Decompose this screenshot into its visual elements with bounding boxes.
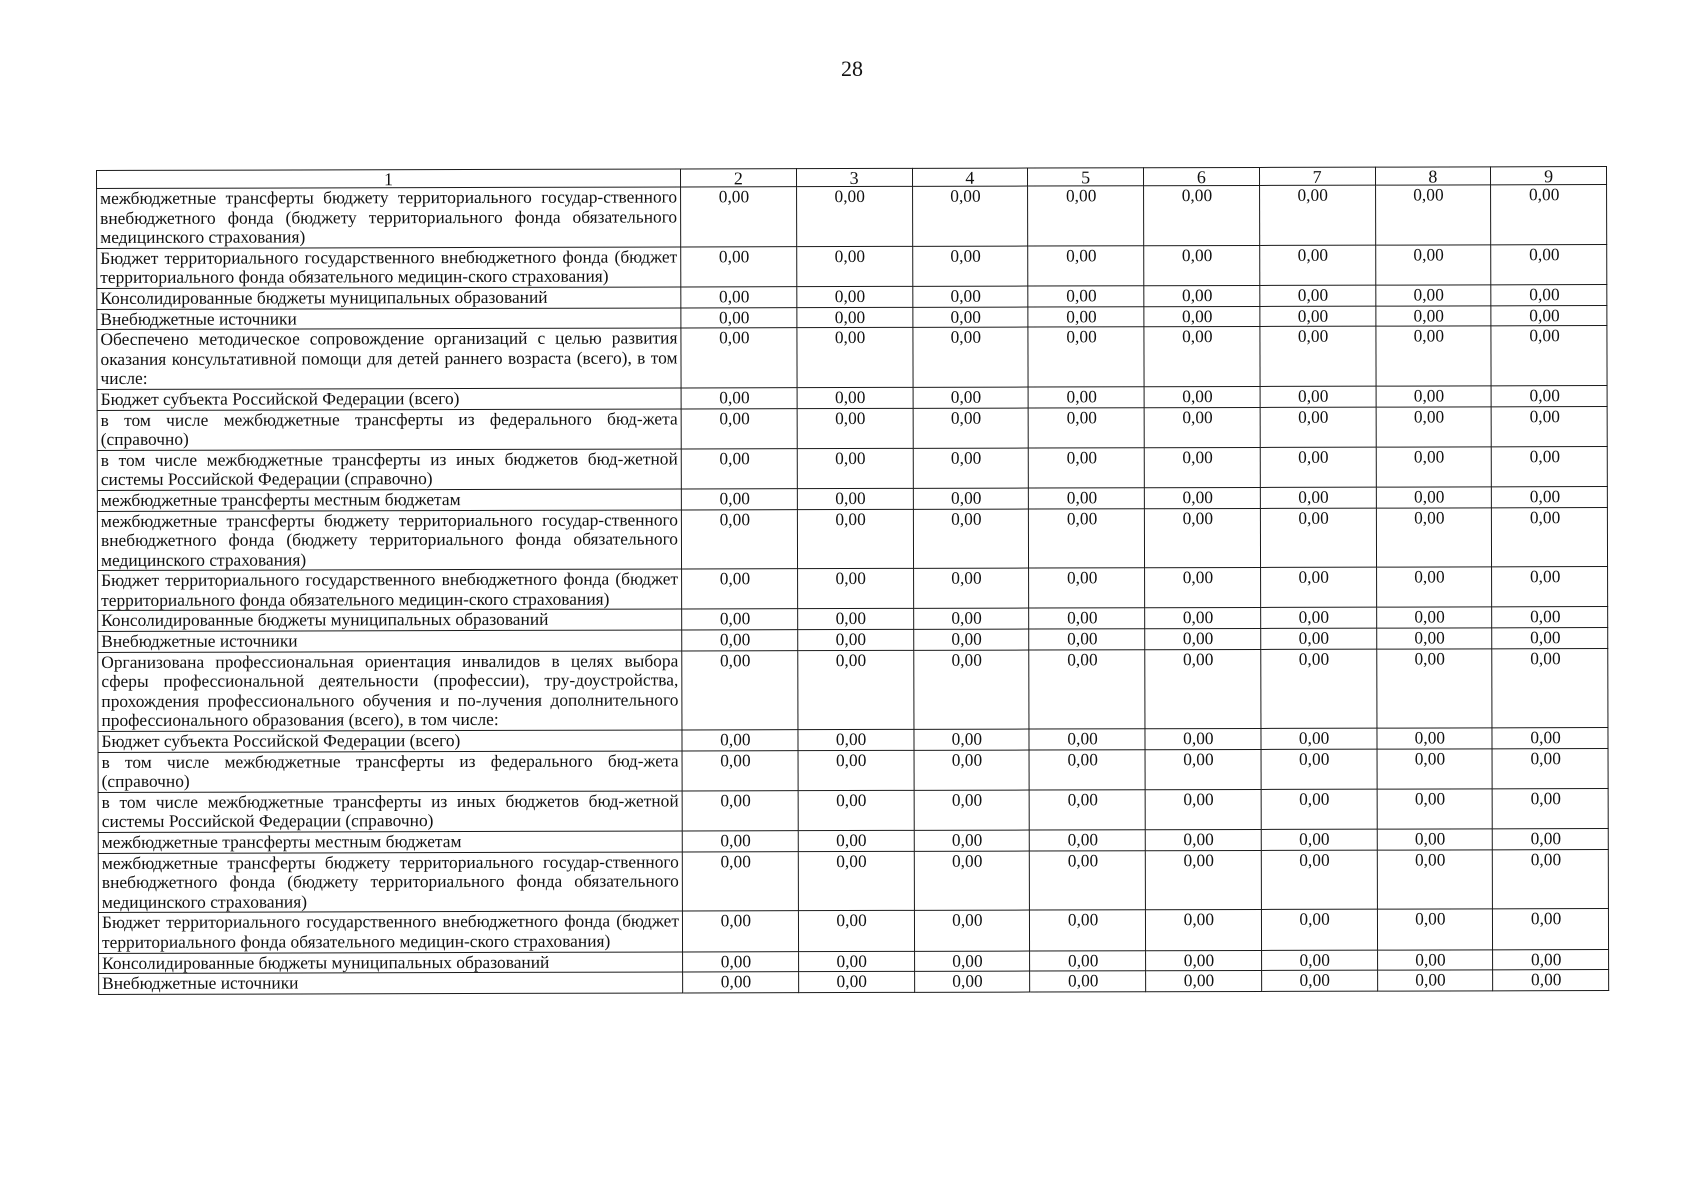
value-cell: 0,00 (1028, 186, 1144, 246)
value-cell: 0,00 (1146, 950, 1262, 971)
row-label: межбюджетные трансферты местным бюджетам (97, 489, 681, 511)
value-cell: 0,00 (797, 286, 913, 307)
value-cell: 0,00 (1492, 567, 1608, 607)
value-cell: 0,00 (1260, 285, 1376, 306)
row-label: Внебюджетные источники (99, 972, 683, 994)
value-cell: 0,00 (913, 488, 1029, 509)
value-cell: 0,00 (1492, 607, 1608, 628)
value-cell: 0,00 (1492, 788, 1608, 828)
value-cell: 0,00 (913, 448, 1029, 488)
value-cell: 0,00 (1492, 507, 1608, 567)
column-header: 7 (1259, 167, 1375, 185)
value-cell: 0,00 (1029, 508, 1145, 568)
value-cell: 0,00 (798, 972, 914, 993)
row-label: в том числе межбюджетные трансферты из федерального бюд-жета (справочно) (98, 751, 682, 793)
value-cell: 0,00 (1376, 728, 1492, 749)
column-header: 5 (1028, 168, 1144, 186)
value-cell: 0,00 (1493, 949, 1609, 970)
value-cell: 0,00 (797, 509, 913, 569)
value-cell: 0,00 (1030, 971, 1146, 992)
value-cell: 0,00 (1261, 829, 1377, 850)
value-cell: 0,00 (797, 448, 913, 488)
value-cell: 0,00 (914, 830, 1030, 851)
value-cell: 0,00 (913, 650, 1029, 730)
table-row (97, 446, 1607, 490)
value-cell: 0,00 (1259, 185, 1375, 245)
value-cell: 0,00 (1260, 608, 1376, 629)
value-cell: 0,00 (913, 629, 1029, 650)
value-cell: 0,00 (1376, 487, 1492, 508)
value-cell: 0,00 (1145, 749, 1261, 789)
value-cell: 0,00 (1260, 447, 1376, 487)
value-cell: 0,00 (1029, 568, 1145, 608)
row-label: Обеспечено методическое сопровождение организаций с целью развития оказания консультативной помощи для детей раннего возраста (всего), в том числе: (97, 328, 681, 389)
value-cell: 0,00 (1376, 567, 1492, 607)
value-cell: 0,00 (1375, 326, 1491, 386)
value-cell: 0,00 (1376, 447, 1492, 487)
row-label: Консолидированные бюджеты муниципальных образований (98, 609, 682, 631)
value-cell: 0,00 (914, 910, 1030, 950)
row-label: Бюджет территориального государственного внебюджетного фонда (бюджет территориального фонда обязательного медицин-ского страхования) (98, 569, 682, 611)
value-cell: 0,00 (681, 448, 797, 488)
row-label: в том числе межбюджетные трансферты из иных бюджетов бюд-жетной системы Российской Федерации (справочно) (98, 791, 682, 833)
value-cell: 0,00 (1145, 829, 1261, 850)
value-cell: 0,00 (1491, 185, 1607, 245)
column-header: 4 (912, 168, 1028, 186)
value-cell: 0,00 (913, 509, 1029, 569)
table-row (98, 567, 1608, 611)
page-number: 28 (841, 56, 863, 81)
value-cell: 0,00 (1261, 910, 1377, 950)
value-cell: 0,00 (1028, 407, 1144, 447)
value-cell: 0,00 (797, 328, 913, 388)
value-cell: 0,00 (681, 408, 797, 448)
value-cell: 0,00 (1144, 487, 1260, 508)
value-cell: 0,00 (1029, 749, 1145, 789)
row-label: Консолидированные бюджеты муниципальных образований (97, 287, 681, 309)
value-cell: 0,00 (683, 951, 799, 972)
value-cell: 0,00 (1261, 749, 1377, 789)
value-cell: 0,00 (682, 730, 798, 751)
value-cell: 0,00 (1491, 305, 1607, 326)
row-label: межбюджетные трансферты бюджету территориального государ-ственного внебюджетного фонда (бюджету территориального фонда обязательного медицинского страхования) (97, 187, 681, 248)
budget-table (96, 166, 1609, 995)
value-cell: 0,00 (681, 388, 797, 409)
value-cell: 0,00 (1376, 628, 1492, 649)
value-cell: 0,00 (1146, 971, 1262, 992)
value-cell: 0,00 (797, 387, 913, 408)
value-cell: 0,00 (1028, 387, 1144, 408)
value-cell: 0,00 (798, 830, 914, 851)
value-cell: 0,00 (1144, 306, 1260, 327)
value-cell: 0,00 (682, 831, 798, 852)
value-cell: 0,00 (1261, 728, 1377, 749)
value-cell: 0,00 (1144, 447, 1260, 487)
row-label: в том числе межбюджетные трансферты из федерального бюд-жета (справочно) (97, 409, 681, 451)
value-cell: 0,00 (1144, 285, 1260, 306)
value-cell: 0,00 (681, 328, 797, 388)
table-row (97, 185, 1607, 249)
value-cell: 0,00 (1029, 830, 1145, 851)
value-cell: 0,00 (1377, 849, 1493, 909)
table-row (99, 970, 1609, 995)
column-header: 3 (796, 168, 912, 186)
value-cell: 0,00 (797, 488, 913, 509)
value-cell: 0,00 (1029, 790, 1145, 830)
value-cell: 0,00 (914, 951, 1030, 972)
value-cell: 0,00 (796, 186, 912, 246)
value-cell: 0,00 (1028, 447, 1144, 487)
value-cell: 0,00 (1375, 245, 1491, 285)
value-cell: 0,00 (912, 246, 1028, 286)
value-cell: 0,00 (1260, 508, 1376, 568)
row-label: Бюджет субъекта Российской Федерации (всего) (97, 388, 681, 410)
table-row (98, 909, 1608, 953)
value-cell: 0,00 (1145, 629, 1261, 650)
value-cell: 0,00 (1144, 185, 1260, 245)
value-cell: 0,00 (1261, 950, 1377, 971)
value-cell: 0,00 (1377, 970, 1493, 991)
table-row (98, 648, 1608, 731)
value-cell: 0,00 (1260, 326, 1376, 386)
value-cell: 0,00 (798, 650, 914, 730)
value-cell: 0,00 (914, 790, 1030, 830)
value-cell: 0,00 (682, 790, 798, 830)
column-header: 1 (97, 169, 681, 189)
value-cell: 0,00 (798, 790, 914, 830)
value-cell: 0,00 (682, 750, 798, 790)
table-row (97, 326, 1607, 390)
value-cell: 0,00 (1491, 244, 1607, 284)
value-cell: 0,00 (1029, 629, 1145, 650)
value-cell: 0,00 (912, 307, 1028, 328)
budget-table-container (96, 166, 1608, 995)
value-cell: 0,00 (1145, 608, 1261, 629)
value-cell: 0,00 (682, 609, 798, 630)
value-cell: 0,00 (914, 851, 1030, 911)
value-cell: 0,00 (798, 851, 914, 911)
value-cell: 0,00 (682, 569, 798, 609)
value-cell: 0,00 (1028, 327, 1144, 387)
column-header: 8 (1375, 167, 1491, 185)
value-cell: 0,00 (681, 307, 797, 328)
value-cell: 0,00 (913, 609, 1029, 630)
value-cell: 0,00 (1145, 649, 1261, 729)
value-cell: 0,00 (913, 729, 1029, 750)
row-label: Бюджет субъекта Российской Федерации (всего) (98, 730, 682, 752)
value-cell: 0,00 (1029, 608, 1145, 629)
value-cell: 0,00 (798, 951, 914, 972)
value-cell: 0,00 (1029, 649, 1145, 729)
row-label: Консолидированные бюджеты муниципальных образований (99, 952, 683, 974)
table-row (98, 788, 1608, 832)
value-cell: 0,00 (797, 408, 913, 448)
value-cell: 0,00 (796, 246, 912, 286)
value-cell: 0,00 (1376, 406, 1492, 446)
value-cell: 0,00 (1029, 729, 1145, 750)
value-cell: 0,00 (1145, 850, 1261, 910)
value-cell: 0,00 (681, 187, 797, 247)
row-label: Организована профессиональная ориентация инвалидов в целях выбора сферы профессиональной деятельности (профессии), тру-доустройства, прохождения профессионального обучения и по-лучения дополнительного профессионального образования (всего), в том числе: (98, 651, 682, 732)
value-cell: 0,00 (1376, 649, 1492, 729)
value-cell: 0,00 (912, 327, 1028, 387)
value-cell: 0,00 (682, 630, 798, 651)
value-cell: 0,00 (798, 729, 914, 750)
value-cell: 0,00 (912, 286, 1028, 307)
row-label: межбюджетные трансферты бюджету территориального государ-ственного внебюджетного фонда (бюджету территориального фонда обязательного медицинского страхования) (97, 509, 681, 570)
value-cell: 0,00 (681, 509, 797, 569)
value-cell: 0,00 (1260, 386, 1376, 407)
value-cell: 0,00 (1145, 568, 1261, 608)
value-cell: 0,00 (1144, 407, 1260, 447)
value-cell: 0,00 (1491, 406, 1607, 446)
value-cell: 0,00 (1377, 748, 1493, 788)
value-cell: 0,00 (1377, 829, 1493, 850)
value-cell: 0,00 (1261, 970, 1377, 991)
value-cell: 0,00 (797, 307, 913, 328)
value-cell: 0,00 (683, 972, 799, 993)
value-cell: 0,00 (1492, 628, 1608, 649)
value-cell: 0,00 (682, 911, 798, 951)
value-cell: 0,00 (1375, 185, 1491, 245)
value-cell: 0,00 (1491, 385, 1607, 406)
value-cell: 0,00 (1377, 909, 1493, 949)
row-label: в том числе межбюджетные трансферты из иных бюджетов бюд-жетной системы Российской Федерации (справочно) (97, 449, 681, 491)
row-label: Бюджет территориального государственного внебюджетного фонда (бюджет территориального фонда обязательного медицин-ского страхования) (97, 247, 681, 289)
value-cell: 0,00 (1261, 850, 1377, 910)
value-cell: 0,00 (1028, 306, 1144, 327)
value-cell: 0,00 (1144, 386, 1260, 407)
value-cell: 0,00 (681, 287, 797, 308)
value-cell: 0,00 (1261, 649, 1377, 729)
value-cell: 0,00 (1492, 728, 1608, 749)
value-cell: 0,00 (797, 629, 913, 650)
value-cell: 0,00 (1491, 446, 1607, 486)
table-body (97, 185, 1609, 995)
value-cell: 0,00 (1376, 386, 1492, 407)
value-cell: 0,00 (1260, 628, 1376, 649)
value-cell: 0,00 (1145, 728, 1261, 749)
value-cell: 0,00 (682, 851, 798, 911)
column-header: 9 (1491, 167, 1607, 185)
value-cell: 0,00 (1491, 326, 1607, 386)
table-row (97, 507, 1607, 571)
value-cell: 0,00 (1375, 305, 1491, 326)
value-cell: 0,00 (1377, 789, 1493, 829)
value-cell: 0,00 (913, 568, 1029, 608)
column-header: 6 (1143, 167, 1259, 185)
column-header: 2 (680, 169, 796, 187)
table-row (97, 244, 1607, 288)
value-cell: 0,00 (1492, 648, 1608, 728)
value-cell: 0,00 (1144, 327, 1260, 387)
value-cell: 0,00 (1030, 910, 1146, 950)
value-cell: 0,00 (912, 186, 1028, 246)
value-cell: 0,00 (797, 569, 913, 609)
value-cell: 0,00 (682, 650, 798, 730)
value-cell: 0,00 (1492, 748, 1608, 788)
value-cell: 0,00 (1144, 508, 1260, 568)
value-cell: 0,00 (1029, 488, 1145, 509)
value-cell: 0,00 (1028, 246, 1144, 286)
value-cell: 0,00 (1493, 970, 1609, 991)
row-label: Внебюджетные источники (98, 630, 682, 652)
value-cell: 0,00 (913, 387, 1029, 408)
value-cell: 0,00 (1260, 487, 1376, 508)
row-label: Бюджет территориального государственного внебюджетного фонда (бюджет территориального фонда обязательного медицин-ского страхования) (98, 911, 682, 953)
value-cell: 0,00 (681, 246, 797, 286)
value-cell: 0,00 (797, 609, 913, 630)
value-cell: 0,00 (1028, 286, 1144, 307)
value-cell: 0,00 (1260, 567, 1376, 607)
value-cell: 0,00 (798, 911, 914, 951)
table-row (97, 406, 1607, 450)
value-cell: 0,00 (1493, 909, 1609, 949)
value-cell: 0,00 (1493, 849, 1609, 909)
value-cell: 0,00 (1376, 507, 1492, 567)
value-cell: 0,00 (1144, 245, 1260, 285)
value-cell: 0,00 (913, 408, 1029, 448)
value-cell: 0,00 (1377, 949, 1493, 970)
table-row (98, 849, 1608, 913)
value-cell: 0,00 (798, 750, 914, 790)
value-cell: 0,00 (1260, 306, 1376, 327)
value-cell: 0,00 (1261, 789, 1377, 829)
value-cell: 0,00 (1030, 850, 1146, 910)
row-label: межбюджетные трансферты местным бюджетам (98, 831, 682, 853)
value-cell: 0,00 (1259, 245, 1375, 285)
value-cell: 0,00 (1145, 789, 1261, 829)
value-cell: 0,00 (1492, 486, 1608, 507)
value-cell: 0,00 (1376, 607, 1492, 628)
value-cell: 0,00 (914, 750, 1030, 790)
value-cell: 0,00 (681, 489, 797, 510)
value-cell: 0,00 (1491, 285, 1607, 306)
value-cell: 0,00 (1145, 910, 1261, 950)
value-cell: 0,00 (1260, 407, 1376, 447)
value-cell: 0,00 (1375, 285, 1491, 306)
row-label: Внебюджетные источники (97, 308, 681, 330)
value-cell: 0,00 (1492, 829, 1608, 850)
value-cell: 0,00 (1030, 950, 1146, 971)
row-label: межбюджетные трансферты бюджету территориального государ-ственного внебюджетного фонда (бюджету территориального фонда обязательного медицинского страхования) (98, 852, 682, 913)
value-cell: 0,00 (914, 971, 1030, 992)
table-row (98, 748, 1608, 792)
